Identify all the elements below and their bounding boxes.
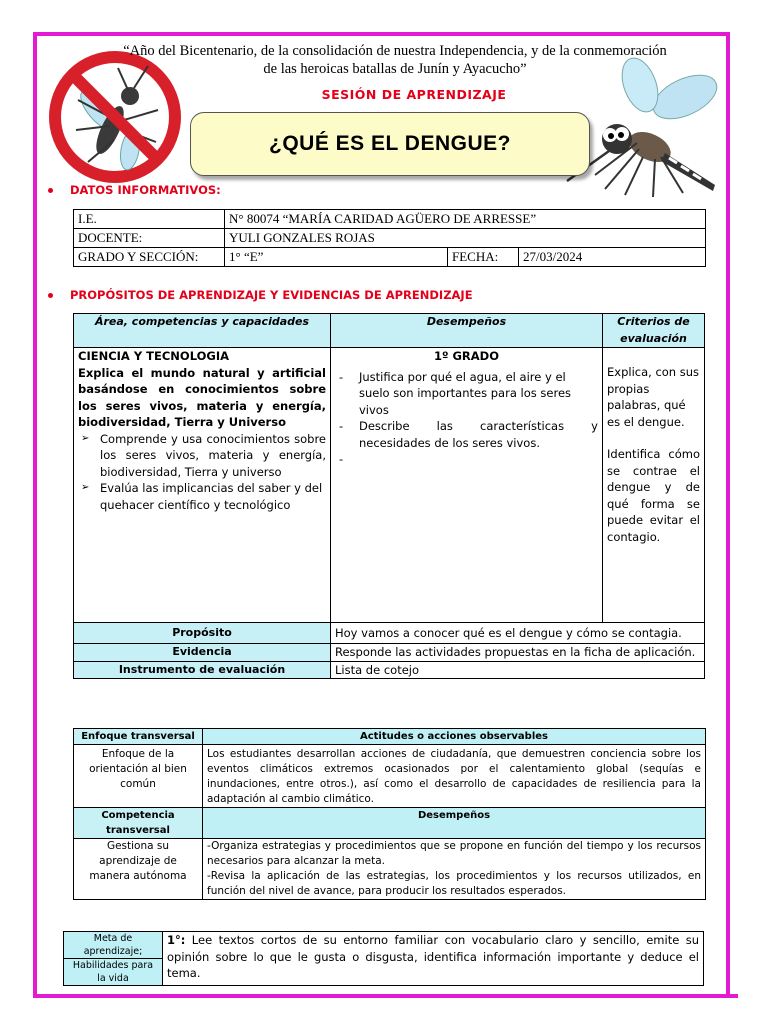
- col-desempenos-header: Desempeños: [331, 314, 603, 348]
- fecha-value: 27/03/2024: [519, 248, 706, 267]
- instrumento-value: Lista de cotejo: [331, 661, 705, 679]
- meta-text-cell: [163, 932, 704, 986]
- table-header-row: [74, 729, 706, 745]
- enfoque-value: Enfoque de la orientación al bien común: [74, 745, 203, 808]
- desempenos-transversal-cell: [203, 839, 706, 900]
- meta-text: Lee textos cortos de su entorno familiar con vocabulario claro y sencillo, emite su opinión sobre lo que le gusta o disgusta, identifica información importante y deduce el tema.: [167, 933, 699, 980]
- table-row: [74, 644, 705, 662]
- table-row: [64, 932, 704, 959]
- meta-grade: 1°:: [167, 933, 186, 947]
- list-item: - Describe las características y necesidades de los seres vivos.: [335, 418, 598, 451]
- table-row: [74, 745, 706, 808]
- propositos-heading-text: PROPÓSITOS DE APRENDIZAJE Y EVIDENCIAS DE APRENDIZAJE: [70, 288, 473, 302]
- competencia-text: Explica el mundo natural y artificial basándose en conocimientos sobre los seres vivos, materia y energía, biodiversidad, Tierra y Universo: [78, 365, 326, 429]
- bullet-icon: [48, 293, 53, 298]
- ie-value: N° 80074 “MARÍA CARIDAD AGÜERO DE ARRESSE”: [225, 210, 706, 229]
- desempenos-list: [335, 369, 598, 468]
- table-row: [74, 248, 706, 267]
- page-title: ¿QUÉ ES EL DENGUE?: [190, 112, 590, 176]
- enfoque-header: Enfoque transversal: [74, 729, 203, 745]
- desempenos-cell: [331, 348, 603, 623]
- grado-value: 1° “E”: [225, 248, 448, 267]
- ie-label: I.E.: [74, 210, 225, 229]
- proposito-label: Propósito: [74, 623, 331, 644]
- competencia-value: Gestiona su aprendizaje de manera autónoma: [74, 839, 203, 900]
- area-title: CIENCIA Y TECNOLOGIA: [78, 349, 230, 363]
- habilidades-label: Habilidades para la vida: [64, 959, 163, 986]
- competencia-header: Competencia transversal: [74, 808, 203, 839]
- table-row: [74, 661, 705, 679]
- instrumento-label: Instrumento de evaluación: [74, 661, 331, 679]
- session-label: SESIÓN DE APRENDIZAJE: [321, 87, 507, 102]
- meta-label: Meta de aprendizaje;: [64, 932, 163, 959]
- criterio-2: Identifica cómo se contrae el dengue y de qué forma se puede evitar el contagio.: [607, 447, 700, 544]
- criterio-1: Explica, con sus propias palabras, qué es el dengue.: [607, 365, 700, 429]
- fecha-label: FECHA:: [448, 248, 519, 267]
- list-item: ➢ Comprende y usa conocimientos sobre los seres vivos, materia y energía, biodiversidad, Tierra y universo: [78, 431, 326, 481]
- proposito-value: Hoy vamos a conocer qué es el dengue y cómo se contagia.: [331, 623, 705, 644]
- actitudes-header: Actitudes o acciones observables: [203, 729, 706, 745]
- desempeno-2: -Revisa la aplicación de las estrategias, los procedimientos y los recursos utilizados, en función del nivel de avance, para producir los resultados esperados.: [207, 870, 701, 897]
- datos-table: [73, 209, 706, 267]
- criterios-cell: [603, 348, 705, 623]
- table-row: [74, 229, 706, 248]
- docente-value: YULI GONZALES ROJAS: [225, 229, 706, 248]
- page-border-bottom: [33, 994, 738, 998]
- national-motto: [75, 42, 715, 78]
- desempeno-1: -Organiza estrategias y procedimientos que se propone en función del tiempo y los recursos necesarios para alcanzar la meta.: [207, 840, 701, 867]
- col-area-header: Área, competencias y capacidades: [74, 314, 331, 348]
- propositos-table: [73, 313, 705, 679]
- evidencia-value: Responde las actividades propuestas en la ficha de aplicación.: [331, 644, 705, 662]
- table-header-row: [74, 808, 706, 839]
- actitudes-value: Los estudiantes desarrollan acciones de ciudadanía, que demuestren conciencia sobre los eventos climáticos extremos ocasionados por el calentamiento global (sequías e inundaciones, entre otros.), así como el desarrollo de capacidades de resiliencia para la adaptación al cambio climático.: [203, 745, 706, 808]
- propositos-heading: [48, 288, 473, 302]
- list-item: - Justifica por qué el agua, el aire y el suelo son importantes para los seres vivos: [335, 369, 598, 419]
- table-row: [74, 839, 706, 900]
- grado-label: GRADO Y SECCIÓN:: [74, 248, 225, 267]
- table-row: [74, 348, 705, 623]
- col-criterios-header: Criterios de evaluación: [603, 314, 705, 348]
- meta-table: [63, 931, 704, 986]
- capacidades-list: [78, 431, 326, 514]
- table-header-row: [74, 314, 705, 348]
- area-cell: [74, 348, 331, 623]
- list-item: ➢ Evalúa las implicancias del saber y del quehacer científico y tecnológico: [78, 480, 326, 513]
- bullet-icon: [48, 188, 53, 193]
- datos-heading: [48, 183, 221, 197]
- transversal-table: [73, 728, 706, 900]
- table-row: [74, 210, 706, 229]
- motto-line-2: de las heroicas batallas de Junín y Ayacucho”: [263, 61, 527, 77]
- datos-heading-text: DATOS INFORMATIVOS:: [70, 183, 221, 197]
- grado-title: 1º GRADO: [433, 349, 499, 363]
- evidencia-label: Evidencia: [74, 644, 331, 662]
- table-row: [74, 623, 705, 644]
- motto-line-1: “Año del Bicentenario, de la consolidación de nuestra Independencia, y de la conmemoración: [123, 43, 667, 59]
- list-item: [335, 451, 598, 467]
- docente-label: DOCENTE:: [74, 229, 225, 248]
- desempenos-transversal-header: Desempeños: [203, 808, 706, 839]
